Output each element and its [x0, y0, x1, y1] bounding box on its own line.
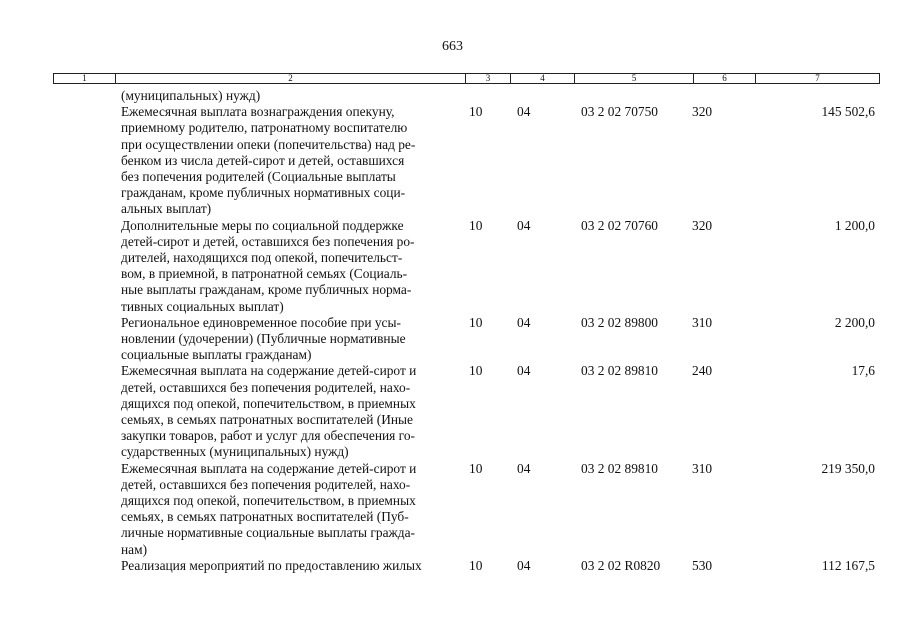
- expense-name: [121, 88, 463, 104]
- amount: 219 350,0: [821, 460, 875, 476]
- expense-name-line: Реализация мероприятий по предоставлению жилых: [121, 557, 422, 573]
- expense-name-line: Ежемесячная выплата вознаграждения опекуну,: [121, 104, 395, 120]
- expense-name-line: гражданам, кроме публичных нормативных соци-: [121, 185, 406, 201]
- expense-name-line: сударственных (муниципальных) нужд): [121, 444, 349, 460]
- subsection-code: 04: [517, 314, 531, 330]
- expense-type-code: 320: [692, 217, 713, 233]
- expense-name-line: (муниципальных) нужд): [121, 88, 261, 103]
- amount: 1 200,0: [834, 217, 875, 233]
- expense-type-code: 310: [692, 314, 713, 330]
- expense-name-line: закупки товаров, работ и услуг для обеспечения го-: [121, 428, 415, 444]
- expense-name-line: дящихся под опекой, попечительством, в приемных: [121, 395, 416, 411]
- subsection-code: 04: [517, 363, 531, 379]
- expense-type-code: 530: [692, 557, 713, 573]
- expense-name-line: социальные выплаты гражданам): [121, 347, 312, 363]
- expense-name-line: Региональное единовременное пособие при усы-: [121, 314, 401, 330]
- column-header-1: 1: [54, 74, 116, 84]
- expense-type-code: 310: [692, 460, 713, 476]
- column-header-6: 6: [694, 74, 756, 84]
- expense-name-line: без попечения родителей (Социальные выплаты: [121, 169, 396, 185]
- subsection-code: 04: [517, 104, 531, 120]
- table-row: [0, 558, 905, 574]
- target-article-code: 03 2 02 89800: [581, 314, 658, 330]
- expense-name-line: дящихся под опекой, попечительством, в приемных: [121, 493, 416, 509]
- target-article-code: 03 2 02 R0820: [581, 557, 661, 573]
- subsection-code: 04: [517, 557, 531, 573]
- expense-name: [121, 558, 463, 574]
- page-number: 663: [442, 39, 463, 54]
- section-code: 10: [469, 314, 483, 330]
- expense-name-line: семьях, в семьях патронатных воспитателей (Иные: [121, 412, 413, 428]
- expense-name: [121, 218, 463, 315]
- table-row: [0, 218, 905, 315]
- expense-name-line: личные нормативные социальные выплаты гражда-: [121, 525, 415, 541]
- expense-name-line: нам): [121, 541, 148, 557]
- expense-name-line: бенком из числа детей-сирот и детей, оставшихся: [121, 152, 405, 168]
- expense-name: [121, 315, 463, 364]
- expense-name: [121, 461, 463, 558]
- expense-name-line: альных выплат): [121, 201, 212, 217]
- column-header-3: 3: [466, 74, 511, 84]
- amount: 17,6: [851, 363, 875, 379]
- amount: 2 200,0: [834, 314, 875, 330]
- expense-name-line: тивных социальных выплат): [121, 298, 284, 314]
- expense-name-line: приемному родителю, патронатному воспитателю: [121, 120, 408, 136]
- target-article-code: 03 2 02 89810: [581, 460, 658, 476]
- table-row: [0, 315, 905, 364]
- section-code: 10: [469, 217, 483, 233]
- table-row: [0, 363, 905, 460]
- column-header-row: [54, 74, 880, 84]
- expense-name-line: ные выплаты гражданам, кроме публичных норма-: [121, 282, 412, 298]
- target-article-code: 03 2 02 89810: [581, 363, 658, 379]
- expense-type-code: 320: [692, 104, 713, 120]
- amount: 145 502,6: [821, 104, 875, 120]
- table-row: [0, 88, 905, 104]
- expense-name-line: семьях, в семьях патронатных воспитателей (Пуб-: [121, 509, 409, 525]
- expense-name-line: Ежемесячная выплата на содержание детей-сирот и: [121, 363, 417, 379]
- table-body: [0, 88, 905, 574]
- target-article-code: 03 2 02 70750: [581, 104, 658, 120]
- expense-name-line: Дополнительные меры по социальной поддержке: [121, 217, 404, 233]
- expense-type-code: 240: [692, 363, 713, 379]
- column-header-table: [53, 73, 880, 84]
- expense-name-line: новлении (удочерении) (Публичные нормативные: [121, 331, 406, 347]
- expense-name-line: детей, оставшихся без попечения родителей, нахо-: [121, 379, 411, 395]
- expense-name-line: при осуществлении опеки (попечительства) над ре-: [121, 136, 416, 152]
- expense-name-line: Ежемесячная выплата на содержание детей-сирот и: [121, 460, 417, 476]
- column-header-5: 5: [575, 74, 694, 84]
- expense-name-line: детей-сирот и детей, оставшихся без попечения ро-: [121, 233, 415, 249]
- expense-name-line: детей, оставшихся без попечения родителей, нахо-: [121, 476, 411, 492]
- section-code: 10: [469, 104, 483, 120]
- expense-name: [121, 363, 463, 460]
- section-code: 10: [469, 363, 483, 379]
- expense-name: [121, 104, 463, 217]
- amount: 112 167,5: [821, 557, 875, 573]
- table-row: [0, 461, 905, 558]
- table-row: [0, 104, 905, 217]
- section-code: 10: [469, 557, 483, 573]
- expense-name-line: вом, в приемной, в патронатной семьях (Социаль-: [121, 266, 408, 282]
- column-header-2: 2: [116, 74, 466, 84]
- section-code: 10: [469, 460, 483, 476]
- column-header-4: 4: [511, 74, 575, 84]
- target-article-code: 03 2 02 70760: [581, 217, 658, 233]
- column-header-7: 7: [756, 74, 880, 84]
- subsection-code: 04: [517, 217, 531, 233]
- subsection-code: 04: [517, 460, 531, 476]
- expense-name-line: дителей, находящихся под опекой, попечительст-: [121, 250, 403, 266]
